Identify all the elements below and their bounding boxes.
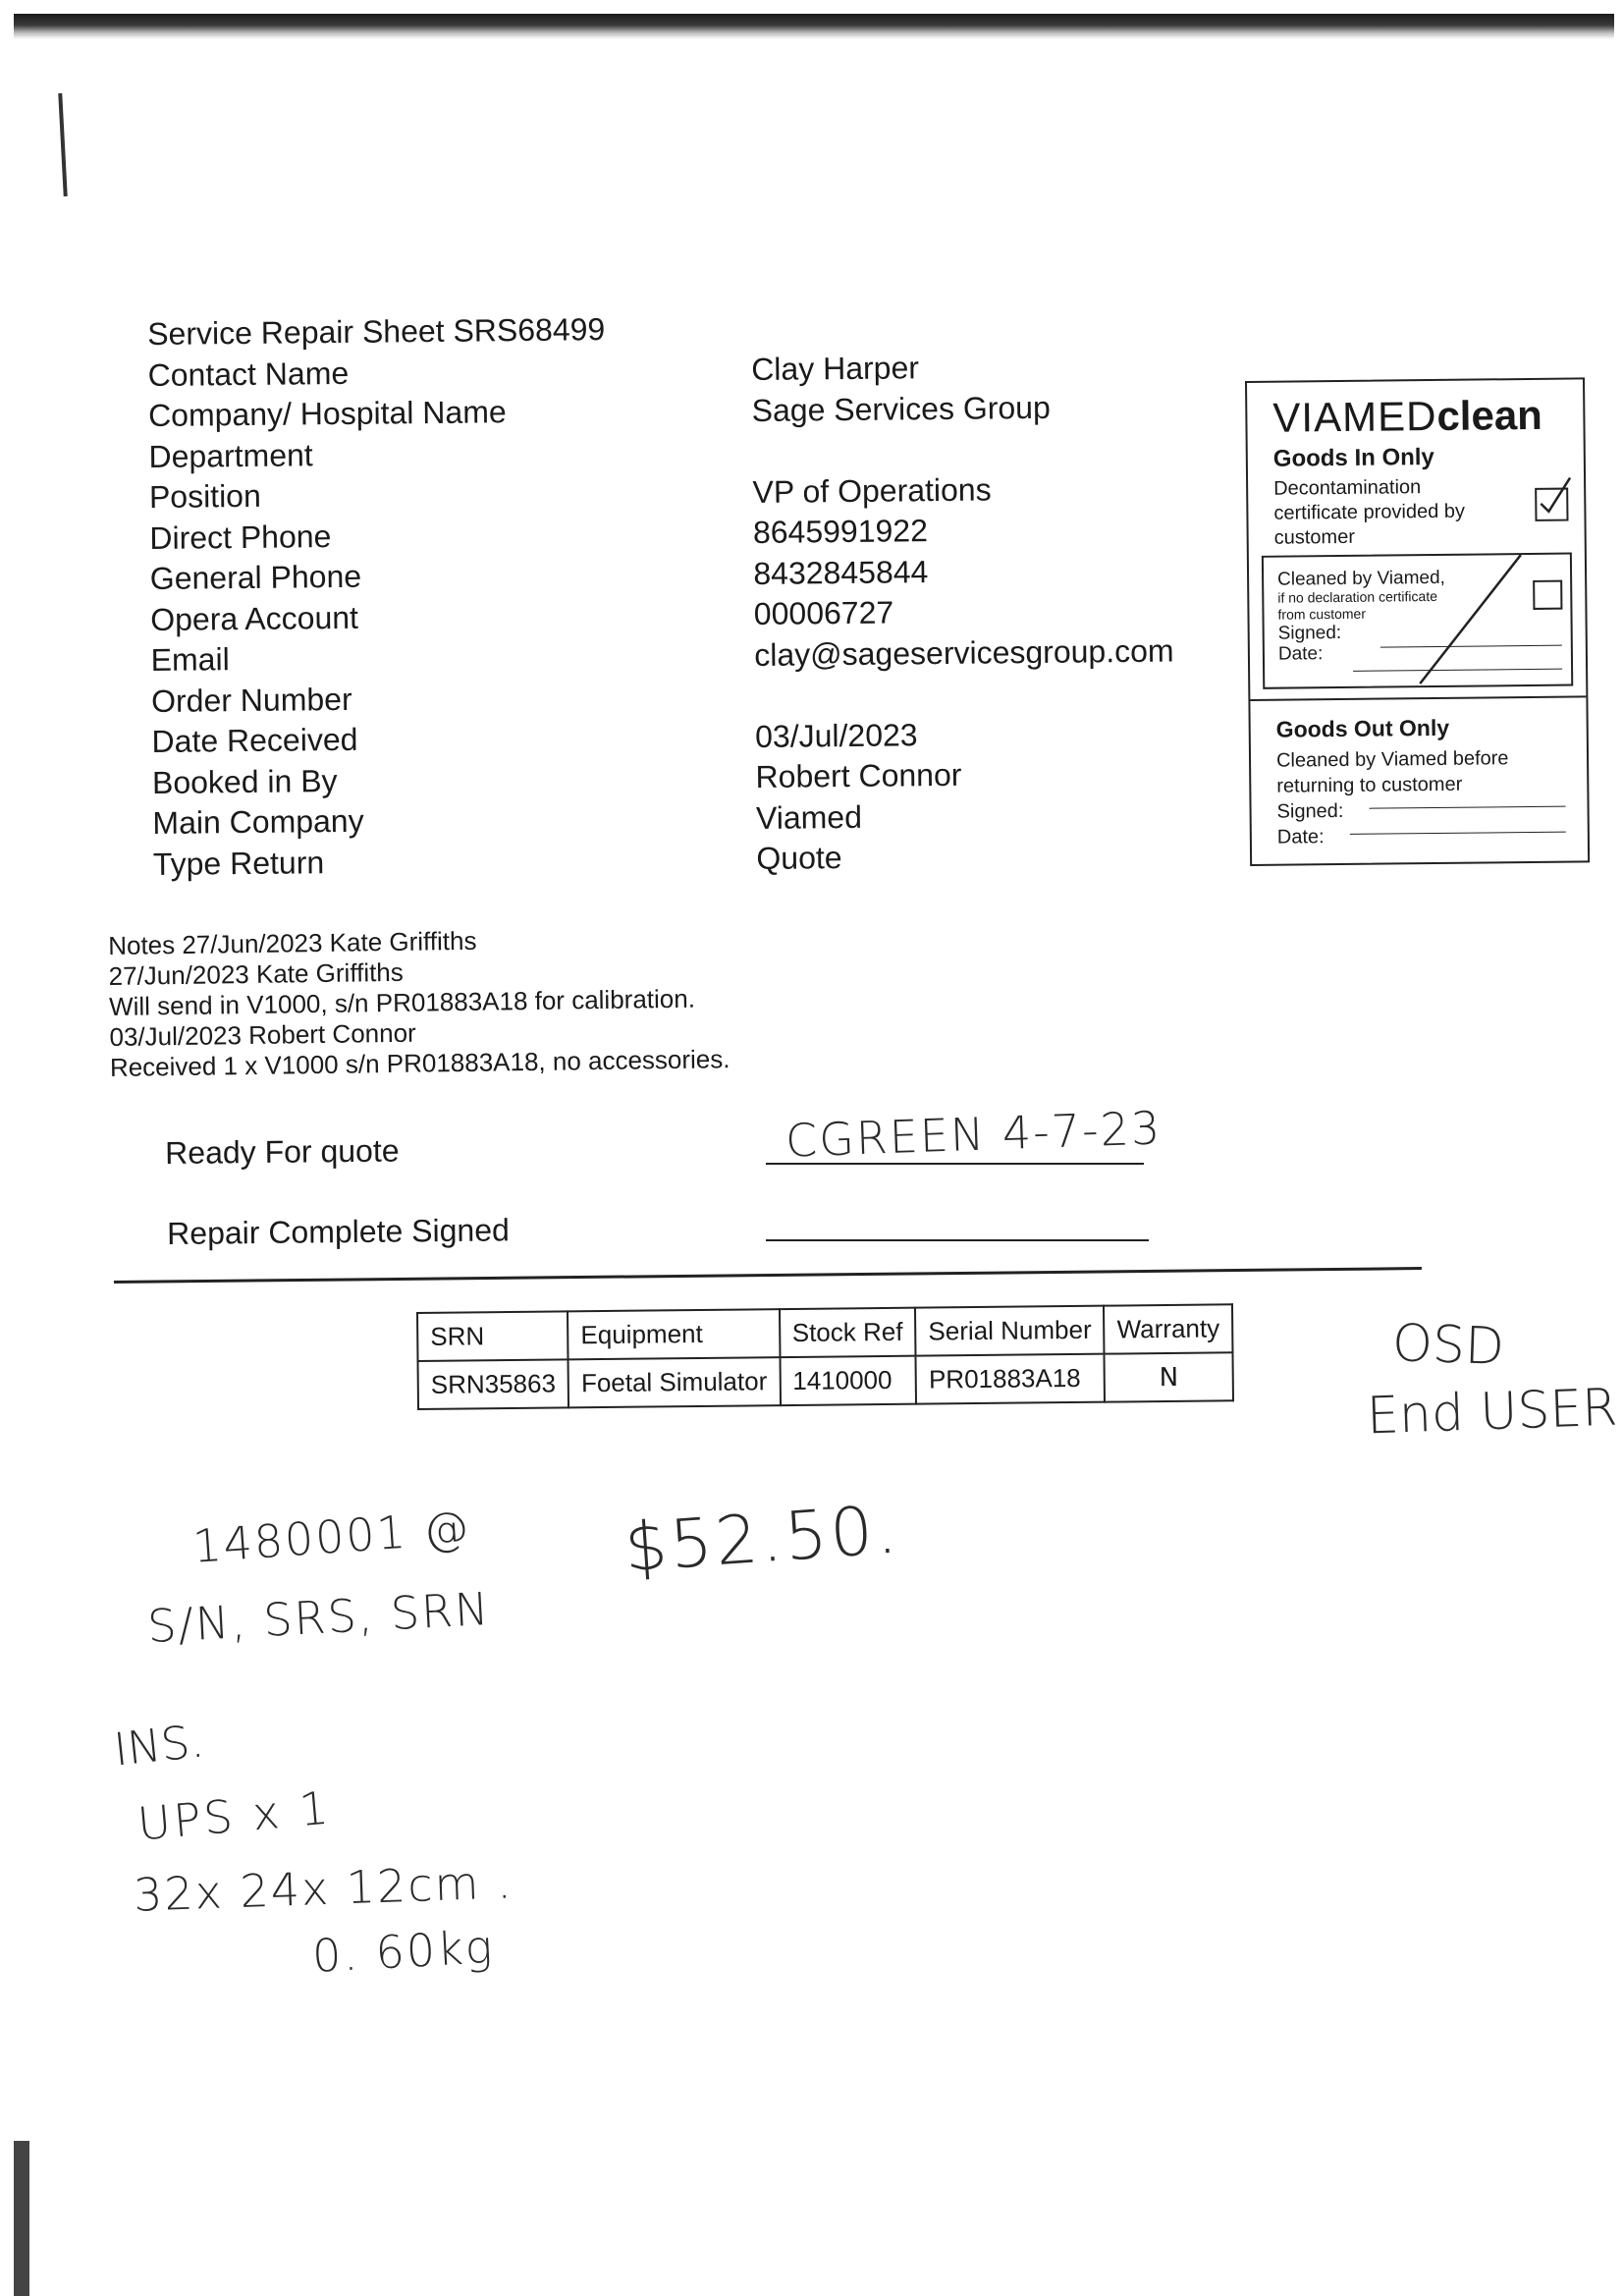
table-header-row: [417, 1304, 1232, 1361]
label-main-company: Main Company: [152, 802, 364, 841]
goods-out-text: [1276, 745, 1510, 849]
note-line-1: Notes 27/Jun/2023 Kate Griffiths: [108, 925, 477, 960]
value-booked-in-by: Robert Connor: [755, 756, 962, 794]
handwritten-ups: UPS x 1: [135, 1780, 334, 1851]
goods-in-text: Decontamination certificate provided by customer: [1273, 476, 1466, 549]
label-contact-name: Contact Name: [147, 355, 350, 393]
cell-srn: SRN35863: [418, 1359, 569, 1409]
stamp-brand-bold: clean: [1436, 391, 1543, 439]
label-general-phone: General Phone: [149, 558, 362, 596]
goods-out-line-1: Cleaned by Viamed before: [1275, 747, 1509, 772]
stamp-divider: [1250, 695, 1586, 701]
header-srn: SRN: [417, 1311, 568, 1361]
label-direct-phone: Direct Phone: [149, 518, 332, 556]
ready-for-quote-signature: CGREEN 4-7-23: [784, 1101, 1163, 1168]
label-department: Department: [148, 436, 313, 474]
cleaned-signed-label: Signed:: [1277, 622, 1342, 644]
label-opera-account: Opera Account: [150, 599, 359, 637]
cleaned-date-label: Date:: [1277, 643, 1324, 665]
header-stock-ref: Stock Ref: [780, 1308, 916, 1357]
form-values: [751, 346, 1176, 880]
header-equipment: Equipment: [568, 1309, 780, 1359]
viamed-clean-stamp: [1245, 377, 1590, 866]
cell-equipment: Foetal Simulator: [568, 1357, 781, 1407]
equipment-table: [416, 1303, 1234, 1410]
goods-out-date-label: Date:: [1276, 826, 1325, 848]
value-opera-account: 00006727: [753, 594, 894, 631]
header-serial-number: Serial Number: [915, 1306, 1105, 1356]
handwritten-end-user: End USER: [1366, 1378, 1619, 1447]
cell-serial-number: PR01883A18: [916, 1354, 1106, 1404]
cleaned-line-1: Cleaned by Viamed,: [1277, 567, 1445, 590]
cleaned-line-3: from customer: [1277, 605, 1367, 623]
header-warranty: Warranty: [1104, 1304, 1232, 1353]
note-line-5: Received 1 x V1000 s/n PR01883A18, no accessories.: [109, 1044, 730, 1082]
cleaned-by-viamed-checkbox[interactable]: [1533, 580, 1562, 610]
strike-through-mark: [1411, 553, 1530, 686]
handwritten-dimensions: 32x 24x 12cm .: [133, 1855, 514, 1922]
note-line-4: 03/Jul/2023 Robert Connor: [109, 1017, 416, 1052]
section-divider: [114, 1267, 1422, 1284]
scan-edge-mark: [58, 93, 67, 196]
label-email: Email: [150, 641, 230, 678]
value-type-return: Quote: [756, 840, 842, 876]
check-mark-icon: [1535, 473, 1574, 517]
form-labels: [147, 309, 611, 885]
goods-in-title: Goods In Only: [1272, 443, 1434, 472]
cleaned-line-2: if no declaration certificate: [1277, 587, 1438, 606]
handwritten-part-code: 1480001 @: [190, 1501, 473, 1573]
goods-out-title: Goods Out Only: [1275, 714, 1450, 742]
label-company: Company/ Hospital Name: [147, 394, 507, 433]
handwritten-osd: OSD: [1390, 1314, 1505, 1377]
value-contact-name: Clay Harper: [751, 350, 920, 387]
note-line-3: Will send in V1000, s/n PR01883A18 for calibration.: [108, 983, 696, 1021]
value-order-number: [754, 672, 1174, 717]
decontamination-checkbox[interactable]: [1535, 488, 1568, 521]
handwritten-weight: 0. 60kg: [310, 1920, 496, 1983]
notes-section: [108, 922, 730, 1083]
stamp-brand: [1272, 392, 1542, 442]
label-type-return: Type Return: [152, 844, 325, 882]
scan-left-edge: [14, 2141, 29, 2296]
cell-stock-ref: 1410000: [780, 1356, 916, 1405]
value-main-company: Viamed: [755, 798, 863, 836]
note-line-2: 27/Jun/2023 Kate Griffiths: [108, 957, 404, 991]
value-department: [752, 427, 1172, 472]
handwritten-price: $52.50.: [622, 1491, 902, 1588]
handwritten-part-refs: S/N, SRS, SRN: [145, 1581, 492, 1654]
cell-warranty: N: [1105, 1352, 1233, 1401]
value-email: clay@sageservicesgroup.com: [754, 632, 1174, 673]
value-general-phone: 8432845844: [753, 553, 929, 591]
stamp-brand-light: VIAMED: [1272, 392, 1437, 441]
value-position: VP of Operations: [752, 470, 992, 510]
scan-top-edge: [14, 14, 1614, 39]
repair-complete-label: Repair Complete Signed: [167, 1212, 510, 1251]
repair-complete-line: [766, 1239, 1149, 1241]
goods-out-signed-label: Signed:: [1276, 799, 1344, 823]
goods-out-line-2: returning to customer: [1276, 773, 1463, 797]
label-date-received: Date Received: [151, 721, 358, 759]
label-position: Position: [148, 477, 261, 515]
value-direct-phone: 8645991922: [752, 513, 929, 550]
label-order-number: Order Number: [150, 681, 352, 719]
label-booked-in-by: Booked in By: [151, 762, 338, 800]
sheet-title: Service Repair Sheet SRS68499: [147, 311, 606, 352]
table-row: [418, 1352, 1233, 1409]
ready-for-quote-label: Ready For quote: [165, 1132, 400, 1171]
cleaned-by-viamed-box: [1262, 553, 1573, 689]
handwritten-ins: INS.: [111, 1714, 207, 1777]
value-date-received: 03/Jul/2023: [754, 716, 918, 754]
value-company: Sage Services Group: [751, 389, 1051, 428]
